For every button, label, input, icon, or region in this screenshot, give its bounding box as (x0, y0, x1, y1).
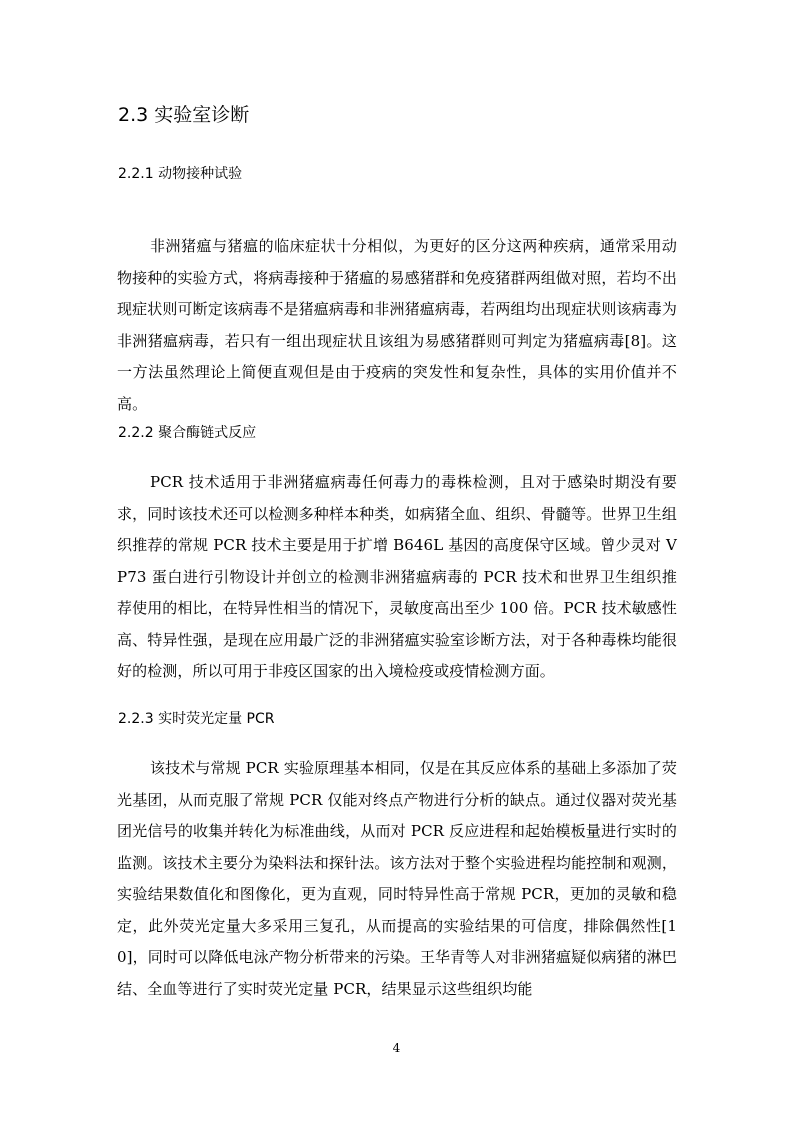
paragraph-animal-inoculation: 非洲猪瘟与猪瘟的临床症状十分相似，为更好的区分这两种疾病，通常采用动物接种的实验方式，将病毒接种于猪瘟的易感猪群和免疫猪群两组做对照，若均不出现症状则可断定该病毒不是猪瘟病毒和非洲猪瘟病毒，若两组均出现症状则该病毒为非洲猪瘟病毒，若只有一组出现症状且该组为易感猪群则可判定为猪瘟病毒[8]。这一方法虽然理论上简便直观但是由于疫病的突发性和复杂性，具体的实用价值并不高。 (117, 237, 677, 413)
paragraph-pcr: PCR 技术适用于非洲猪瘟病毒任何毒力的毒株检测，且对于感染时期没有要求，同时该技术还可以检测多种样本种类，如病猪全血、组织、骨髓等。世界卫生组织推荐的常规 PCR 技术主要是用于扩增 B646L 基因的高度保守区域。曾少灵对 VP73 蛋白进行引物设计并创立的检测非洲猪瘟病毒的 PCR 技术和世界卫生组织推荐使用的相比，在特异性相当的情况下，灵敏度高出至少 100 倍。PCR 技术敏感性高、特异性强，是现在应用最广泛的非洲猪瘟实验室诊断方法，对于各种毒株均能很好的检测，所以可用于非疫区国家的出入境检疫或疫情检测方面。 (117, 473, 677, 680)
page-number: 4 (392, 1041, 401, 1055)
paragraph-realtime-pcr: 该技术与常规 PCR 实验原理基本相同，仅是在其反应体系的基础上多添加了荧光基团，从而克服了常规 PCR 仅能对终点产物进行分析的缺点。通过仪器对荧光基团光信号的收集并转化为标准曲线，从而对 PCR 反应进程和起始模板量进行实时的监测。该技术主要分为染料法和探针法。该方法对于整个实验进程均能控制和观测，实验结果数值化和图像化，更为直观，同时特异性高于常规 PCR，更加的灵敏和稳定，此外荧光定量大多采用三复孔，从而提高的实验结果的可信度，排除偶然性[10]，同时可以降低电泳产物分析带来的污染。王华青等人对非洲猪瘟疑似病猪的淋巴结、全血等进行了实时荧光定量 PCR，结果显示这些组织均能 (117, 759, 677, 998)
subsection-heading-pcr: 2.2.2 聚合酶链式反应 (118, 425, 257, 441)
section-heading: 2.3 实验室诊断 (118, 104, 250, 126)
subsection-heading-animal-inoculation: 2.2.1 动物接种试验 (118, 166, 243, 182)
subsection-heading-realtime-pcr: 2.2.3 实时荧光定量 PCR (118, 711, 275, 727)
